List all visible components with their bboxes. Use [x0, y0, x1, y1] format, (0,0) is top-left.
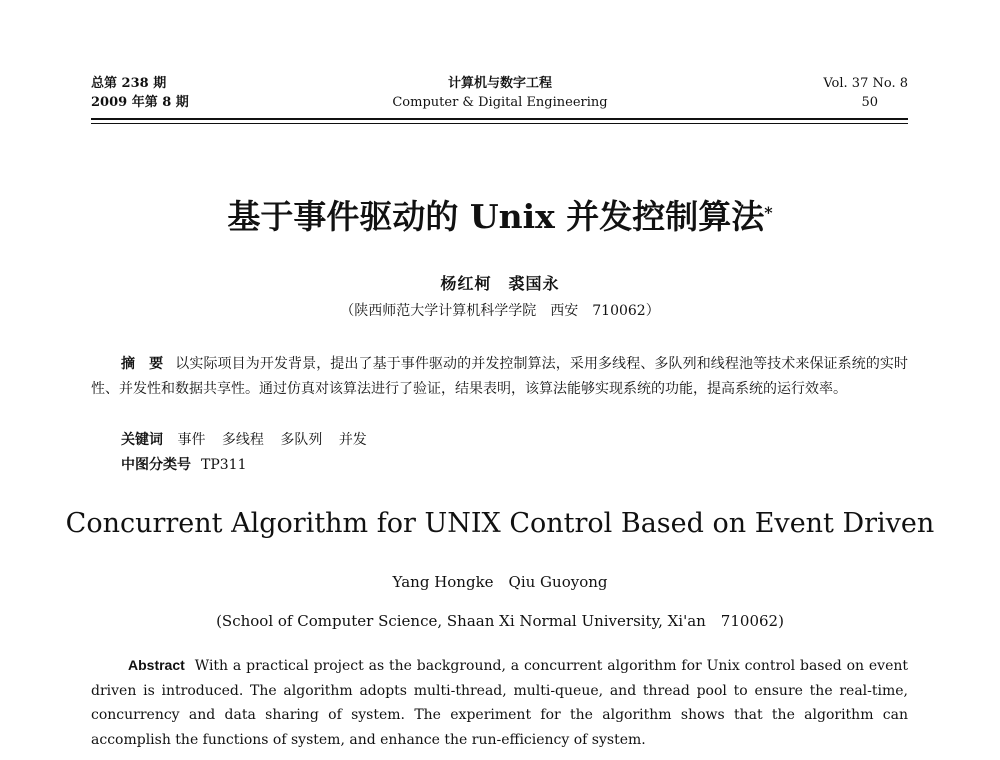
abstract-cn-label: 摘 要 — [121, 356, 164, 372]
issue-total: 总第 238 期 — [91, 76, 167, 91]
keyword-item: 并发 — [338, 432, 367, 448]
abstract-en-label: Abstract — [128, 657, 185, 673]
clc-value: TP311 — [201, 457, 247, 473]
authors-en: Yang Hongke Qiu Guoyong — [392, 573, 608, 591]
affiliation-cn: （陕西师范大学计算机科学学院 西安 710062） — [340, 303, 660, 319]
header-issue-info — [91, 74, 189, 112]
affiliation-en: (School of Computer Science, Shaan Xi Normal University, Xi'an 710062) — [216, 612, 784, 630]
header-rule-thick — [91, 118, 908, 120]
title-cn — [0, 196, 1000, 238]
title-footnote-mark: * — [764, 203, 773, 222]
header-rule-thin — [91, 123, 908, 124]
header-journal — [330, 74, 670, 112]
abstract-cn — [91, 352, 908, 402]
header-volume-info — [720, 74, 908, 112]
volume: Vol. 37 No. 8 — [823, 76, 908, 91]
keyword-item: 多队列 — [280, 432, 323, 448]
page-number: 50 — [861, 95, 878, 110]
issue-year: 2009 年第 8 期 — [91, 95, 189, 110]
keyword-item: 事件 — [177, 432, 206, 448]
authors-cn: 杨红柯 裘国永 — [440, 274, 560, 293]
abstract-en — [91, 653, 908, 752]
keywords-cn — [121, 428, 379, 453]
clc-number — [121, 453, 246, 478]
title-en: Concurrent Algorithm for UNIX Control Based on Event Driven — [65, 508, 935, 539]
journal-name-cn: 计算机与数字工程 — [447, 76, 552, 91]
clc-label: 中图分类号 — [121, 457, 191, 473]
journal-name-en: Computer & Digital Engineering — [392, 95, 608, 110]
keyword-item: 多线程 — [221, 432, 264, 448]
title-cn-text: 基于事件驱动的 Unix 并发控制算法 — [227, 197, 765, 236]
abstract-cn-text: 以实际项目为开发背景，提出了基于事件驱动的并发控制算法，采用多线程、多队列和线程池等技术来保证系统的实时性、并发性和数据共享性。通过仿真对该算法进行了验证，结果表明，该算法能够实现系统的功能，提高系统的运行效率。 — [91, 356, 909, 397]
keywords-label: 关键词 — [121, 432, 163, 448]
abstract-en-text: With a practical project as the background, a concurrent algorithm for Unix control based on event driven is introduced. The algorithm adopts multi-thread, multi-queue, and thread pool to ensure the real-time, concurrency and data sharing of system. The experiment for the algorithm shows that the algorithm can accomplish the functions of system, and enhance the run-efficiency of system. — [91, 658, 908, 748]
